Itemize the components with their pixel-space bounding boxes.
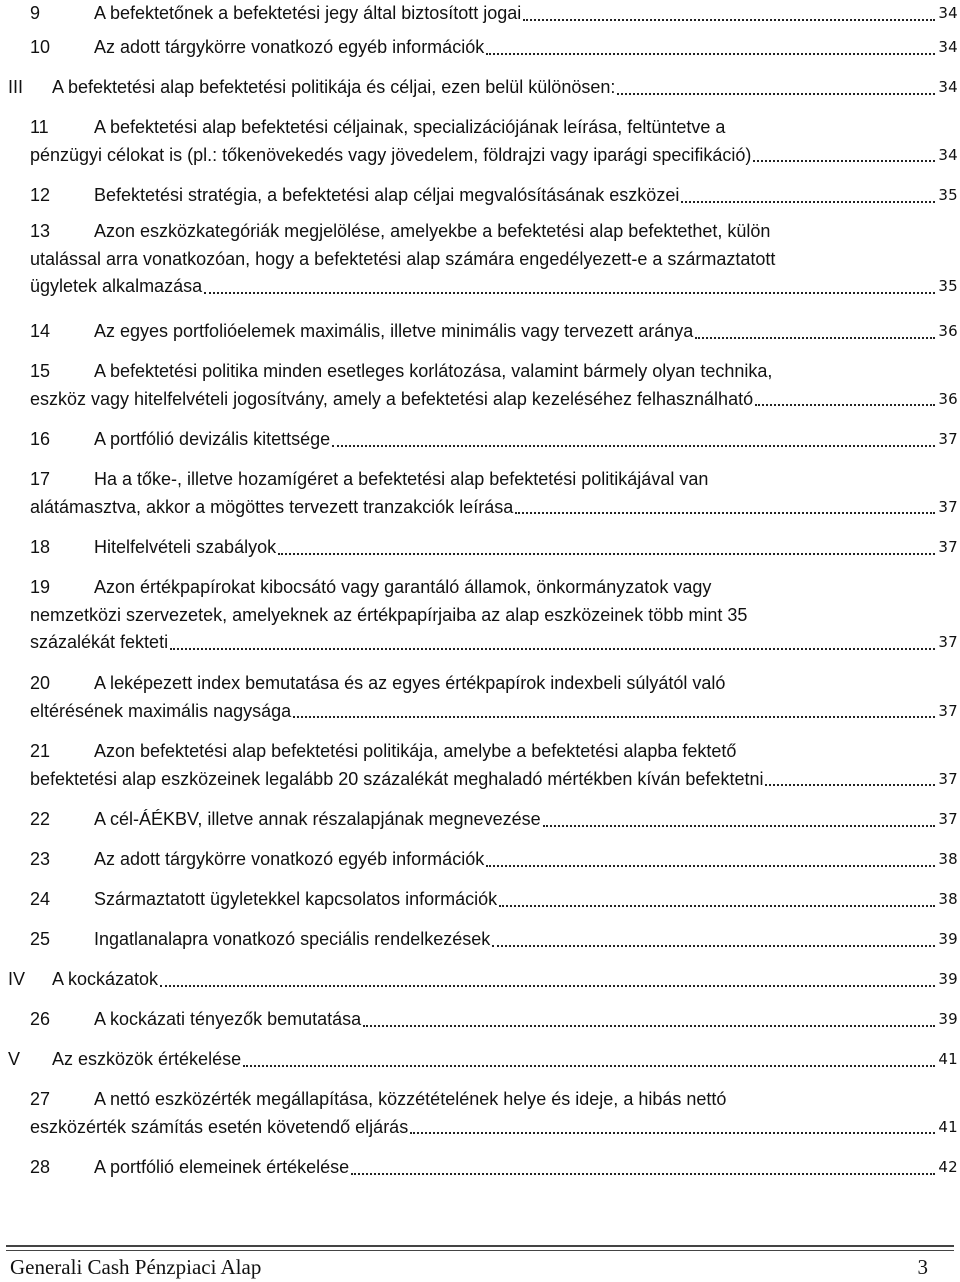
toc-entry-number: 14	[30, 321, 51, 341]
toc-entry-title: ügyletek alkalmazása	[30, 276, 203, 296]
toc-page-number: 37	[938, 701, 958, 720]
toc-page-number: 35	[938, 186, 958, 204]
toc-entry-title: Származtatott ügyletekkel kapcsolatos információk	[94, 889, 498, 909]
toc-page-number: 38	[938, 890, 958, 908]
toc-entry-number: 26	[30, 1009, 51, 1029]
toc-page-number: 35	[938, 277, 958, 295]
toc-entry-number: 16	[30, 429, 51, 449]
toc-page-number: 36	[938, 322, 958, 340]
toc-entry[interactable]	[8, 1046, 958, 1074]
toc-entry-title: Az eszközök értékelése	[52, 1049, 242, 1069]
toc-entry[interactable]	[30, 886, 958, 914]
toc-page-number: 37	[938, 430, 958, 448]
toc-entry[interactable]	[8, 74, 958, 102]
toc-entry[interactable]	[30, 466, 958, 521]
footer-divider	[6, 1250, 954, 1251]
footer-divider	[6, 1245, 954, 1247]
toc-entry[interactable]	[30, 534, 958, 562]
dot-leader	[410, 1132, 935, 1134]
toc-entry[interactable]	[30, 1154, 958, 1182]
toc-entry-title: alátámasztva, akkor a mögöttes tervezett tranzakciók leírása	[30, 496, 514, 517]
toc-page-number: 36	[938, 389, 958, 408]
toc-entry[interactable]	[30, 358, 958, 413]
dot-leader	[492, 945, 935, 947]
toc-entry-number: 13	[30, 221, 51, 241]
toc-entry-number: 9	[30, 3, 41, 23]
toc-entry-title: Azon eszközkategóriák megjelölése, amelyekbe a befektetési alap befektethet, külön	[94, 221, 771, 241]
toc-page-number: 38	[938, 850, 958, 868]
toc-entry-title: utalással arra vonatkozóan, hogy a befektetési alap számára engedélyezett-e a származtatott	[30, 248, 776, 269]
toc-entry-title: eszközérték számítás esetén követendő eljárás	[30, 1116, 409, 1137]
footer-page-number: 3	[917, 1255, 928, 1279]
toc-entry[interactable]	[30, 846, 958, 874]
dot-leader	[681, 201, 935, 203]
toc-entry[interactable]	[30, 426, 958, 454]
toc-entry-title: A leképezett index bemutatása és az egyes értékpapírok indexbeli súlyától való	[94, 673, 726, 693]
toc-entry-number: 21	[30, 741, 51, 761]
toc-entry-title: eszköz vagy hitelfelvételi jogosítvány, amely a befektetési alap kezeléséhez felhasználható	[30, 388, 754, 409]
toc-entry-number: 12	[30, 185, 51, 205]
toc-entry-title: A befektetőnek a befektetési jegy által biztosított jogai	[94, 3, 522, 23]
toc-entry-title: Az adott tárgykörre vonatkozó egyéb információk	[94, 37, 485, 57]
toc-entry-number: IV	[8, 969, 26, 989]
toc-page-number: 42	[938, 1158, 958, 1176]
toc-entry-title: Hitelfelvételi szabályok	[94, 537, 277, 557]
toc-page-number: 37	[938, 497, 958, 516]
toc-page-number: 41	[938, 1117, 958, 1136]
toc-entry[interactable]	[30, 574, 958, 657]
toc-entry[interactable]	[30, 114, 958, 169]
toc-entry-title: százalékát fekteti	[30, 632, 169, 652]
toc-page-number: 39	[938, 970, 958, 988]
toc-entry-number: 25	[30, 929, 51, 949]
toc-entry-number: V	[8, 1049, 21, 1069]
toc-page-number: 34	[938, 4, 958, 22]
dot-leader	[486, 53, 935, 55]
toc-entry[interactable]	[30, 318, 958, 346]
dot-leader	[755, 404, 935, 406]
toc-page-number: 34	[938, 38, 958, 56]
toc-entry-number: 22	[30, 809, 51, 829]
toc-entry-title: Ingatlanalapra vonatkozó speciális rendelkezések	[94, 929, 491, 949]
toc-entry[interactable]	[30, 738, 958, 793]
toc-entry-title: A kockázatok	[52, 969, 159, 989]
dot-leader	[243, 1065, 935, 1067]
toc-entry-number: 10	[30, 37, 51, 57]
toc-entry-title: Ha a tőke-, illetve hozamígéret a befektetési alap befektetési politikájával van	[94, 469, 709, 489]
toc-entry[interactable]	[30, 218, 958, 301]
page-footer	[10, 1255, 928, 1280]
dot-leader	[695, 337, 935, 339]
toc-page-number: 34	[938, 145, 958, 164]
toc-page-number: 37	[938, 769, 958, 788]
dot-leader	[332, 445, 935, 447]
toc-entry-title: nemzetközi szervezetek, amelyeknek az értékpapírjaiba az alap eszközeinek több mint 35	[30, 604, 748, 625]
toc-entry-number: 27	[30, 1089, 51, 1109]
dot-leader	[765, 784, 935, 786]
toc-page-number: 39	[938, 1010, 958, 1028]
dot-leader	[293, 716, 935, 718]
toc-entry-number: 19	[30, 577, 51, 597]
toc-page-number: 41	[938, 1050, 958, 1068]
toc-entry[interactable]	[8, 966, 958, 994]
dot-leader	[204, 292, 935, 294]
toc-page-number: 37	[938, 633, 958, 651]
toc-entry-title: A cél-ÁÉKBV, illetve annak részalapjának megnevezése	[94, 809, 541, 829]
toc-entry-number: 18	[30, 537, 51, 557]
toc-entry-number: 11	[30, 117, 49, 137]
dot-leader	[170, 648, 935, 650]
toc-entry-title: Az egyes portfolióelemek maximális, illetve minimális vagy tervezett aránya	[94, 321, 694, 341]
toc-entry-title: A befektetési alap befektetési politikája és céljai, ezen belül különösen:	[52, 77, 616, 97]
toc-entry-number: 15	[30, 361, 51, 381]
toc-entry[interactable]	[30, 1086, 958, 1141]
toc-page-number: 34	[938, 78, 958, 96]
toc-entry-title: eltérésének maximális nagysága	[30, 700, 292, 721]
dot-leader	[160, 985, 935, 987]
dot-leader	[523, 19, 935, 21]
toc-entry[interactable]	[30, 1006, 958, 1034]
toc-entry-number: 24	[30, 889, 51, 909]
toc-page-number: 37	[938, 538, 958, 556]
toc-entry[interactable]	[30, 806, 958, 834]
toc-entry-title: Az adott tárgykörre vonatkozó egyéb információk	[94, 849, 485, 869]
toc-page-number: 39	[938, 930, 958, 948]
toc-entry-number: 28	[30, 1157, 51, 1177]
dot-leader	[363, 1025, 935, 1027]
toc-entry-title: befektetési alap eszközeinek legalább 20 százalékát meghaladó mértékben kíván befektetni	[30, 768, 764, 789]
footer-title: Generali Cash Pénzpiaci Alap	[10, 1255, 262, 1279]
dot-leader	[515, 512, 935, 514]
toc-entry-title: A portfólió elemeinek értékelése	[94, 1157, 350, 1177]
toc-entry-number: III	[8, 77, 24, 97]
toc-entry[interactable]	[30, 34, 958, 62]
toc-entry[interactable]	[30, 670, 958, 725]
toc-entry[interactable]	[30, 926, 958, 954]
toc-entry-title: Befektetési stratégia, a befektetési alap céljai megvalósításának eszközei	[94, 185, 680, 205]
dot-leader	[499, 905, 935, 907]
toc-entry-number: 20	[30, 673, 51, 693]
toc-entry[interactable]	[30, 0, 958, 28]
dot-leader	[617, 93, 935, 95]
dot-leader	[351, 1173, 935, 1175]
toc-entry-title: pénzügyi célokat is (pl.: tőkenövekedés vagy jövedelem, földrajzi vagy iparági specifikáció)	[30, 144, 752, 165]
dot-leader	[278, 553, 935, 555]
toc-entry[interactable]	[30, 182, 958, 210]
toc-entry-title: Azon értékpapírokat kibocsátó vagy garantáló államok, önkormányzatok vagy	[94, 577, 712, 597]
toc-entry-title: A befektetési politika minden esetleges korlátozása, valamint bármely olyan technika,	[94, 361, 773, 381]
toc-entry-title: A kockázati tényezők bemutatása	[94, 1009, 362, 1029]
toc-entry-title: Azon befektetési alap befektetési politikája, amelybe a befektetési alapba fektető	[94, 741, 737, 761]
toc-entry-number: 17	[30, 469, 51, 489]
toc-entry-number: 23	[30, 849, 51, 869]
dot-leader	[543, 825, 936, 827]
toc-entry-title: A portfólió devizális kitettsége	[94, 429, 331, 449]
toc-entry-title: A nettó eszközérték megállapítása, közzétételének helye és ideje, a hibás nettó	[94, 1089, 727, 1109]
toc-entry-title: A befektetési alap befektetési céljainak, specializációjának leírása, feltüntetve a	[94, 117, 726, 137]
dot-leader	[486, 865, 935, 867]
dot-leader	[753, 160, 935, 162]
toc-page-number: 37	[938, 810, 958, 828]
